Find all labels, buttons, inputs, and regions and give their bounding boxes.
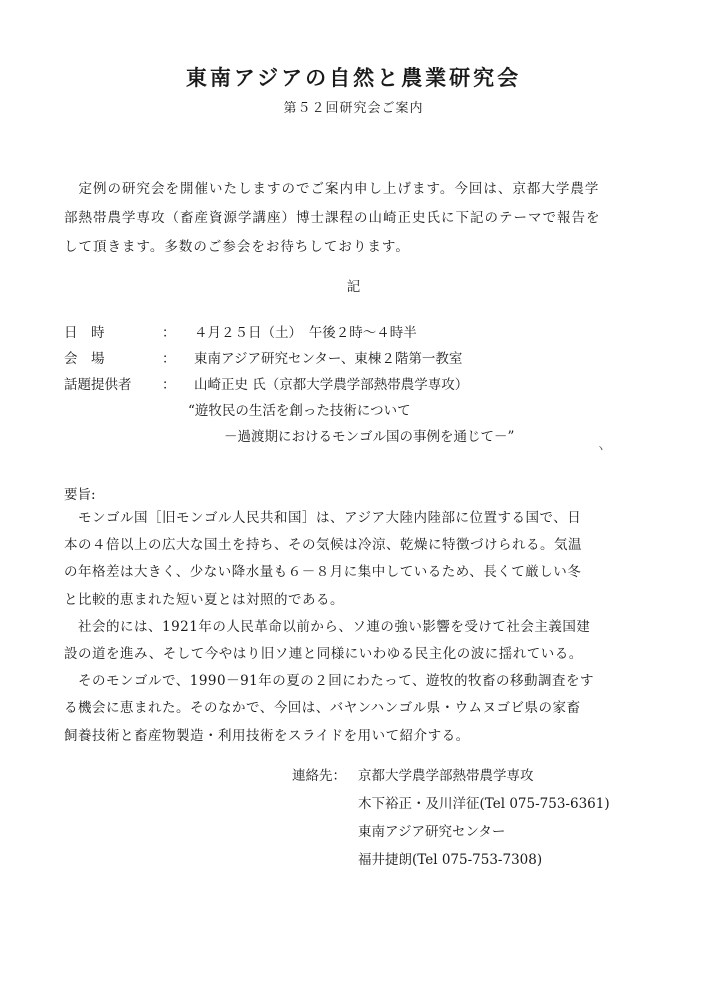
gist-line: る機会に恵まれた。そのなかで、今回は、バヤンハンゴル県・ウムヌゴビ県の家畜 [64, 700, 581, 717]
speaker-value: 山崎正史 氏（京都大学農学部熱帯農学専攻） [194, 377, 469, 393]
gist-line: 設の道を進み、そして今やはり旧ソ連と同様にいわゆる民主化の波に揺れている。 [64, 645, 583, 662]
date-row [64, 320, 664, 346]
intro-line: 部熱帯農学専攻（畜産資源学講座）博士課程の山崎正史氏に下記のテーマで報告を [64, 210, 601, 226]
meeting-details [64, 320, 664, 450]
speaker-colon: ： [162, 377, 176, 393]
place-row [64, 346, 664, 372]
talk-title-line-2: －過渡期におけるモンゴル国の事例を通じて－” [224, 429, 515, 445]
intro-line: 定例の研究会を開催いたしますのでご案内申し上げます。今回は、京都大学農学 [64, 181, 600, 197]
gist-line: 飼養技術と畜産物製造・利用技術をスライドを用いて紹介する。 [64, 727, 470, 744]
place-label: 会 場 [64, 351, 105, 367]
intro-paragraph [64, 175, 644, 262]
ki-heading: 記 [346, 279, 361, 295]
gist-label: 要旨: [64, 487, 96, 503]
contact-line: 東南アジア研究センター [358, 824, 506, 840]
gist-line: と比較的恵まれた短い夏とは対照的である。 [64, 591, 344, 608]
contact-line: 京都大学農学部熱帯農学専攻 [358, 768, 534, 784]
contact-label: 連絡先： [292, 768, 346, 784]
date-label: 日 時 [64, 325, 105, 341]
gist-line: の年格差は大きく、少ない降水量も６－８月に集中しているため、長くて厳しい冬 [64, 564, 582, 581]
gist-line: そのモンゴルで、1990－91年の夏の２回にわたって、遊牧的牧畜の移動調査をす [64, 673, 594, 690]
stray-mark: ヽ [595, 442, 606, 455]
gist-paragraph [64, 505, 644, 750]
talk-title-line-1: “遊牧民の生活を創った技術について [188, 403, 411, 419]
talk-title-row [64, 398, 664, 424]
gist-line: 社会的には、1921年の人民革命以前から、ソ連の強い影響を受けて社会主義国建 [64, 618, 591, 635]
gist-line: モンゴル国［旧モンゴル人民共和国］は、アジア大陸内陸部に位置する国で、日 [64, 510, 582, 526]
contact-line: 木下裕正・及川洋征(Tel 075-753-6361) [358, 796, 610, 812]
place-colon: ： [162, 351, 176, 367]
talk-subtitle-row [64, 424, 664, 450]
intro-line: して頂きます。多数のご参会をお待ちしております。 [64, 239, 410, 255]
contact-line: 福井捷朗(Tel 075-753-7308) [358, 852, 543, 868]
speaker-row [64, 372, 664, 398]
document-subtitle: 第５２回研究会ご案内 [283, 101, 424, 116]
gist-line: 本の４倍以上の広大な国土を持ち、その気候は冷涼、乾燥に特徴づけられる。気温 [64, 537, 582, 554]
date-colon: ： [162, 325, 176, 341]
document-title: 東南アジアの自然と農業研究会 [185, 66, 522, 90]
date-value: ４月２５日（土） 午後２時～４時半 [194, 325, 417, 341]
place-value: 東南アジア研究センター、東棟２階第一教室 [194, 351, 463, 367]
speaker-label: 話題提供者 [64, 377, 132, 393]
